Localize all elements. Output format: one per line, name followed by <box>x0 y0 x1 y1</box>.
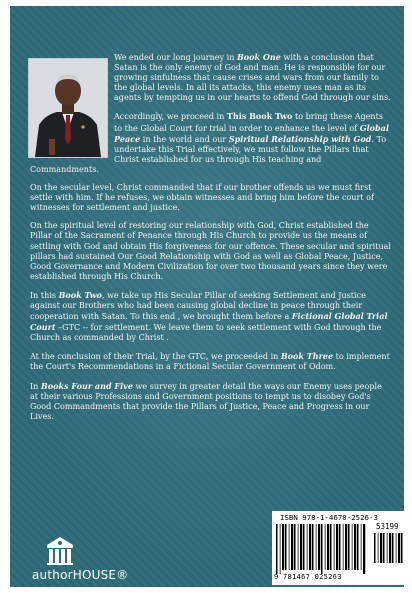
barcode-bar <box>291 524 293 570</box>
barcode-bar <box>298 524 299 570</box>
p5-book-title: Book Two <box>58 289 102 300</box>
p2-book-title: This Book Two <box>226 111 293 122</box>
barcode-digits: 9 781467 025263 <box>274 573 342 581</box>
barcode-bar <box>396 533 397 563</box>
paragraph-3: On the secular level, Christ commanded that if our brother offends us we must first settle with him. If he refuses, we obtain witnesses and bring him before the court of witnesses for settlement and justice. <box>30 183 374 213</box>
p5-text-d: –GTC -- for settlement. We leave them to seek settlement with God through the Church as commanded by Christ . <box>30 323 382 343</box>
barcode-bar <box>354 524 356 570</box>
barcode-bar <box>336 524 338 570</box>
p5-text-a: In this <box>30 290 59 300</box>
barcode-bar <box>289 524 290 570</box>
barcode-bar <box>343 524 344 570</box>
p7-text-b: we survey in greater detail the ways our Enemy uses people at their various Professions and Government positions to tempt us to disobey God's Good Commandments that provide the Pillars of Justice, Peace and Progress in our Lives. <box>30 381 382 421</box>
barcode-bar <box>316 524 317 570</box>
p5-trial-court: Fictional Global Trial Court <box>30 311 388 333</box>
barcode-bar <box>285 524 287 570</box>
barcode-bar <box>303 524 305 570</box>
p2-text-b: to bring these Agents to the Global Court for trial in order to enhance the level of <box>114 112 383 133</box>
paragraph-7 <box>30 381 392 422</box>
isbn-text: ISBN 978-1-4670-2526-3 <box>280 513 378 522</box>
barcode-bar <box>282 524 284 570</box>
p1-text-b: with a conclusion that Satan is the only enemy of God and man. He is responsible for our growing sinfulness that cause crises and wars from our family to the global levels. In all its attacks, this enemy uses man as its agents by tempting us in our hearts to offend God through our sins. <box>114 53 391 103</box>
barcode-bar <box>327 524 329 570</box>
barcode-bar <box>345 524 347 570</box>
barcode-bar <box>339 524 341 570</box>
paragraph-6 <box>30 351 392 372</box>
publisher-logo <box>32 536 129 587</box>
barcode-bar <box>312 524 314 570</box>
author-photo <box>28 58 108 158</box>
barcode-bar <box>387 533 388 563</box>
barcode-bar <box>294 524 296 570</box>
barcode-bar <box>334 524 335 570</box>
p2-text-f: . To undertake this Trial effectively, we must follow the Pillars that Christ established for us through His teaching and Commandments. <box>30 134 387 174</box>
barcode-bar <box>330 524 332 570</box>
p1-text-a: We ended our long journey in <box>114 53 237 62</box>
barcode-bar <box>398 533 400 563</box>
barcode-bar <box>300 524 302 570</box>
price-barcode <box>374 533 404 567</box>
barcode-bar <box>276 524 278 574</box>
barcode-bar <box>321 524 323 574</box>
barcode-bar <box>352 524 353 570</box>
paragraph-4: On the spiritual level of restoring our relationship with God, Christ established the Pillar of the Sacrament of Penance through His Church to provide us the means of settling with God and obtain His forgiveness for our offence. These secular and spiritual pillars had sustained Our Good Relationship with God as well as Global Peace, Justice, Good Governance and Modern Civilization for over two thousand years since they were established through His Church. <box>30 221 392 281</box>
barcode-bar <box>363 524 365 574</box>
p7-text-a: In <box>30 381 41 391</box>
barcode-bar <box>378 533 379 563</box>
p2-text-a: Accordingly, we proceed in <box>114 112 227 122</box>
barcode-bar <box>392 533 394 563</box>
p1-book-title: Book One <box>236 52 281 62</box>
p7-book-title: Books Four and Five <box>40 380 133 391</box>
barcode-bar <box>361 524 362 570</box>
p2-spiritual-relationship: Spiritual Relationship with God <box>228 133 372 144</box>
p6-text-a: At the conclusion of their Trial, by the GTC, we proceeded in <box>30 352 281 362</box>
barcode-bar <box>380 533 382 563</box>
p6-text-b: to implement the Court's Recommendations in a Fictional Secular Government of Odom. <box>30 352 390 372</box>
p5-text-b: , we take up His Secular Pillar of seeking Settlement and Justice against our Brothers who had been causing global decline in peace through their cooperation with Satan. To this end , we brought them before a <box>30 290 366 322</box>
p2-global-peace: Global Peace <box>114 122 389 144</box>
barcode-bar <box>348 524 350 570</box>
barcode-bar <box>389 533 391 563</box>
authorhouse-house-logo-icon <box>46 536 74 570</box>
barcode-bar <box>383 533 385 563</box>
p2-text-d: in the world and our <box>140 134 229 144</box>
barcode-box <box>272 511 404 585</box>
barcode-bar <box>374 533 376 563</box>
paragraph-5 <box>30 290 392 343</box>
barcode-bar <box>280 524 281 574</box>
ean-barcode <box>276 524 372 574</box>
p6-book-title: Book Three <box>280 351 334 362</box>
barcode-bar <box>357 524 359 570</box>
barcode-bar <box>309 524 311 570</box>
barcode-bar <box>307 524 308 570</box>
publisher-name: authorHOUSE® <box>32 568 129 582</box>
barcode-bar <box>401 533 403 563</box>
barcode-bar <box>325 524 326 570</box>
barcode-bar <box>318 524 320 570</box>
back-cover <box>10 6 404 587</box>
price-code: 53199 <box>376 522 399 531</box>
